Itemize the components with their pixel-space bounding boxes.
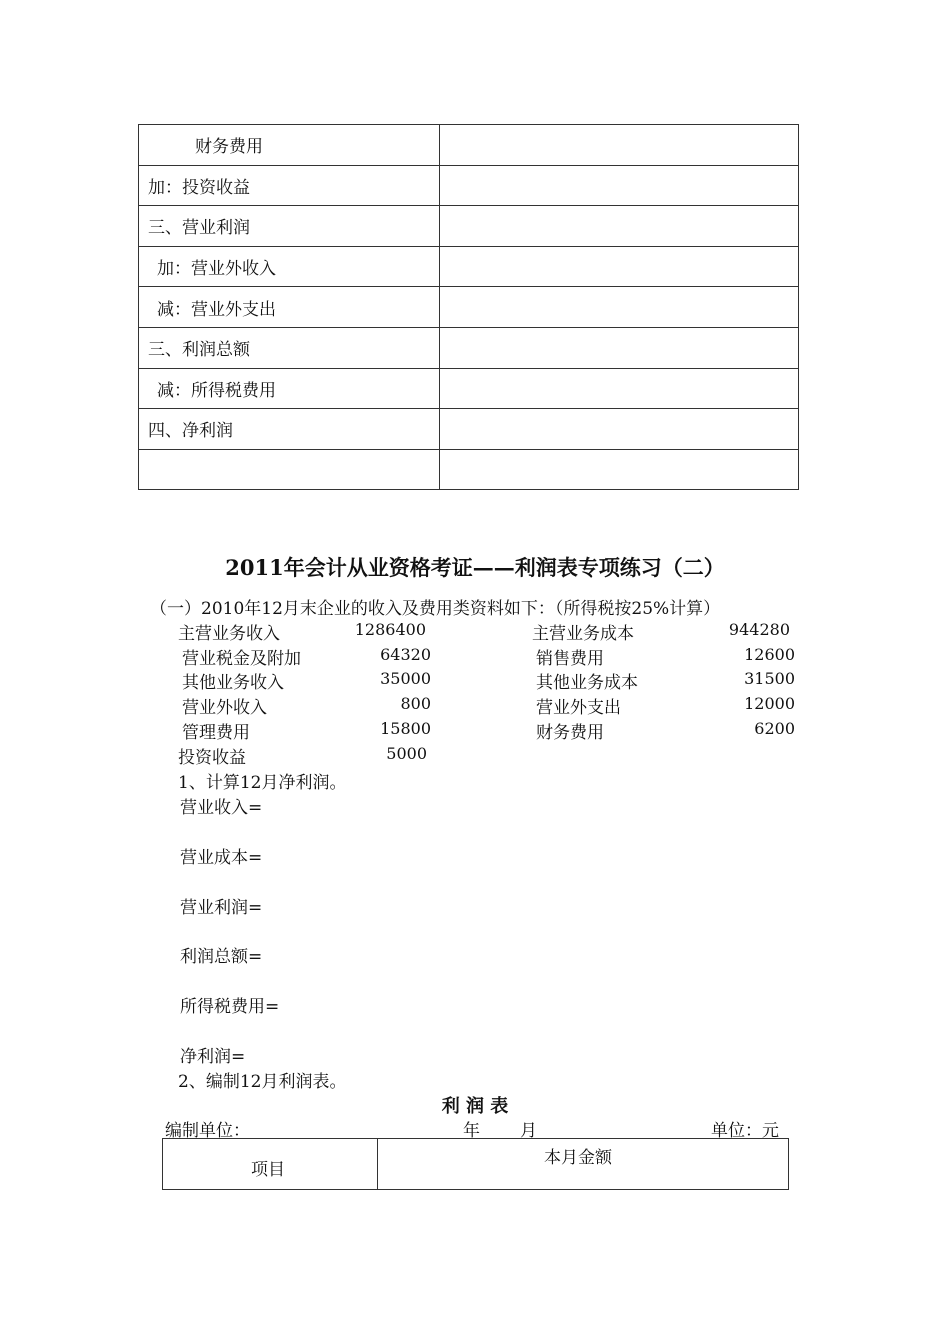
row-label	[139, 246, 440, 287]
item-label: 营业税金及附加	[182, 649, 301, 669]
row-label	[139, 206, 440, 247]
table-row	[139, 409, 799, 450]
table-row	[139, 206, 799, 247]
item-value: 64320	[380, 645, 431, 664]
item-value: 12000	[744, 694, 795, 713]
currency-label: 单位：元	[711, 1121, 779, 1141]
calc-line: 营业收入=	[180, 798, 263, 818]
item-value: 800	[400, 694, 431, 713]
calc-line: 利润总额=	[180, 947, 263, 967]
calc-line: 净利润=	[180, 1047, 246, 1067]
row-value	[440, 125, 799, 166]
item-label: 投资收益	[178, 748, 246, 768]
col-amount-header: 本月金额	[544, 1148, 612, 1168]
row-label	[139, 449, 440, 490]
row-label-text	[139, 460, 148, 480]
row-label-text: 财务费用	[195, 137, 263, 158]
page-title: 2011年会计从业资格考证——利润表专项练习（二）	[225, 555, 725, 580]
row-value	[440, 327, 799, 368]
row-label	[139, 165, 440, 206]
item-value: 15800	[380, 719, 431, 738]
item-value: 31500	[744, 669, 795, 688]
row-value	[440, 206, 799, 247]
row-label	[139, 409, 440, 450]
year-label: 年	[463, 1121, 480, 1141]
row-label-text: 加：营业外收入	[157, 259, 276, 280]
row-label-text: 三、营业利润	[148, 218, 250, 239]
row-label	[139, 327, 440, 368]
item-label: 营业外支出	[536, 698, 621, 718]
item-value: 6200	[754, 719, 795, 738]
question-1: 1、计算12月净利润。	[178, 773, 347, 793]
item-value: 944280	[728, 620, 790, 639]
table-row	[139, 287, 799, 328]
row-value	[440, 287, 799, 328]
item-label: 营业外收入	[182, 698, 267, 718]
row-label	[139, 125, 440, 166]
calc-line: 所得税费用=	[180, 997, 280, 1017]
row-label-text: 加：投资收益	[148, 177, 250, 198]
table-row	[139, 449, 799, 490]
income-statement-table-top	[138, 124, 799, 490]
item-label: 财务费用	[536, 723, 604, 743]
row-value	[440, 449, 799, 490]
table-row	[139, 125, 799, 166]
item-value: 12600	[744, 645, 795, 664]
row-label-text: 四、净利润	[148, 421, 233, 442]
question-2: 2、编制12月利润表。	[178, 1072, 347, 1092]
row-value	[440, 165, 799, 206]
table-row	[139, 165, 799, 206]
item-label: 主营业务成本	[532, 624, 634, 644]
column-divider	[377, 1139, 378, 1189]
calc-line: 营业成本=	[180, 848, 263, 868]
income-statement-title: 利 润 表	[441, 1096, 509, 1117]
table-row	[139, 327, 799, 368]
item-label: 销售费用	[536, 649, 604, 669]
row-value	[440, 368, 799, 409]
item-label: 其他业务成本	[536, 673, 638, 693]
row-label-text: 减：所得税费用	[157, 380, 276, 401]
row-label	[139, 287, 440, 328]
row-label-text: 减：营业外支出	[157, 299, 276, 320]
row-value	[440, 409, 799, 450]
item-value: 5000	[386, 744, 427, 763]
table-row	[139, 368, 799, 409]
calc-line: 营业利润=	[180, 898, 263, 918]
row-value	[440, 246, 799, 287]
table-row	[139, 246, 799, 287]
item-value: 35000	[380, 669, 431, 688]
unit-label: 编制单位：	[165, 1121, 250, 1141]
intro-text: （一）2010年12月末企业的收入及费用类资料如下：（所得税按25%计算）	[150, 599, 721, 619]
item-value: 1286400	[354, 620, 426, 639]
item-label: 主营业务收入	[178, 624, 280, 644]
item-label: 管理费用	[182, 723, 250, 743]
row-label-text: 三、利润总额	[148, 340, 250, 361]
item-label: 其他业务收入	[182, 673, 284, 693]
row-label	[139, 368, 440, 409]
col-item-header: 项目	[251, 1160, 285, 1180]
income-statement-header-row	[162, 1138, 789, 1190]
month-label: 月	[520, 1121, 537, 1141]
